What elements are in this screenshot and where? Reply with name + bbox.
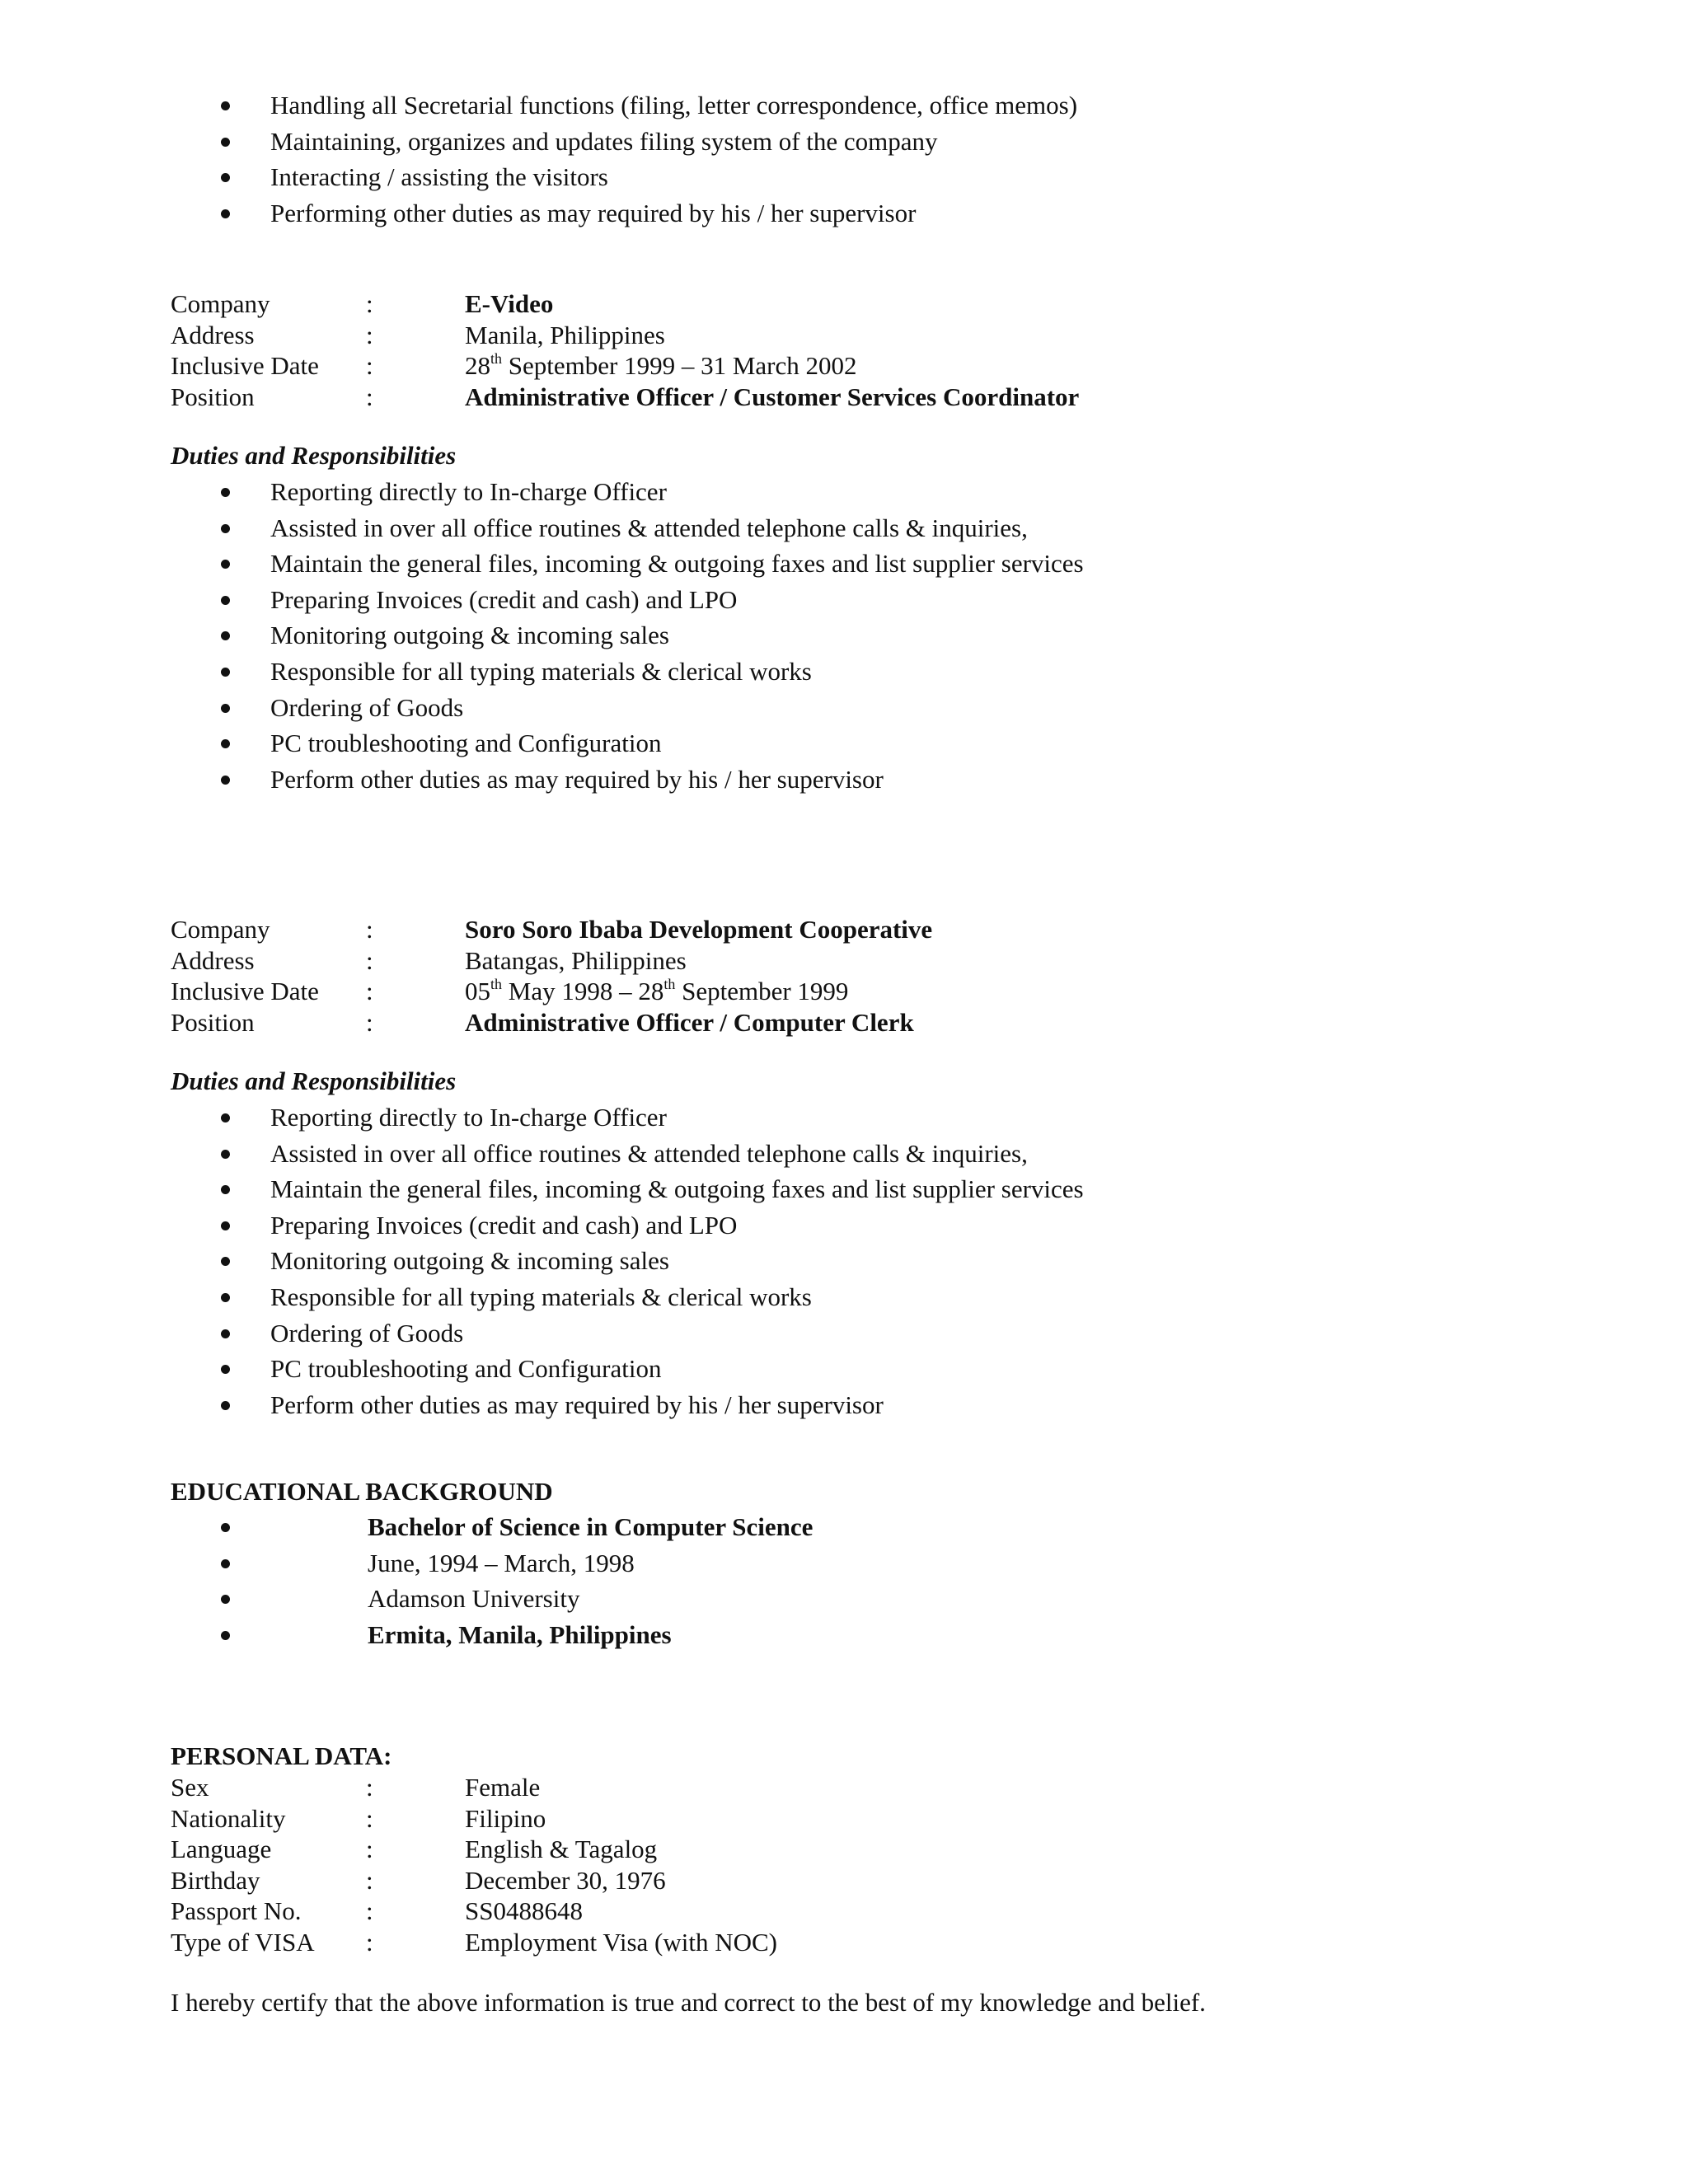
job1-position: Administrative Officer / Customer Services Coordinator <box>465 382 1080 411</box>
bullet-icon <box>221 138 230 147</box>
bullet-icon <box>221 488 230 497</box>
bullet-icon <box>221 1113 230 1122</box>
bullet-icon <box>221 1365 230 1374</box>
bullet-icon <box>221 1185 230 1194</box>
job2-address: Batangas, Philippines <box>465 945 687 975</box>
bullet-icon <box>221 560 230 569</box>
job1-date: 28th September 1999 – 31 March 2002 <box>465 349 857 380</box>
bullet-icon <box>221 1329 230 1338</box>
certification-statement: I hereby certify that the above information is true and correct to the best of my knowledge and belief. <box>171 1988 1206 2017</box>
bullet-icon <box>221 1401 230 1410</box>
bullet-icon <box>221 776 230 785</box>
resume-page: Handling all Secretarial functions (filing, letter correspondence, office memos) Maintaining, organizes and updates filing system of the company Interacting / assisting the visitors Performing other duties as may required by his / her supervisor Company : E-Video Address : Manila, Philippines Inclusive Date : 28th September 1999 – 31 March 2002 Position : Administrative Officer / Customer Services Coordinator Duties and Responsibilities Reporting directly to In-charge Officer Assisted in over all office routines & attended telephone calls & inquiries, Maintain the general files, incoming & outgoing faxes and list supplier services Preparing Invoices (credit and cash) and LPO Monitoring outgoing & incoming sales Responsible for all typing materials & clerical works Ordering of Goods PC troubleshooting and Configuration Perform other duties as may required by his / her supervisor Company : Soro Soro Ibaba Development Cooperative Address : Batangas, Philippines Inclusive Date : 05th May 1998 – 28th September 1999 Position : Administrative Officer / Computer Clerk Duties and Responsibilities Reporting directly to In-charge Officer Assisted in over all office routines & attended telephone calls & inquiries, Maintain the general files, incoming & outgoing faxes and list supplier services Preparing Invoices (credit and cash) and LPO Monitoring outgoing & incoming sales Responsible for all typing materials & clerical works Ordering of Goods PC troubleshooting and Configuration Perform other duties as may required by his / her supervisor EDUCATIONAL BACKGROUND Bachelor of Science in Computer Science June, 1994 – March, 1998 Adamson University Ermita, Manila, Philippines PERSONAL DATA: Sex : Female Nationality : Filipino Language : English & Tagalog Birthday : December 30, 1976 Passport No. : SS0488648 Type of VISA : Employment Visa (with NOC) I hereby certify that the above information is true and correct to the best of my knowledge and belief. <box>0 0 1688 2184</box>
bullet-icon <box>221 1150 230 1159</box>
education-heading: EDUCATIONAL BACKGROUND <box>171 1477 553 1506</box>
bullet-icon <box>221 1293 230 1302</box>
bullet-icon <box>221 173 230 182</box>
bullet-icon <box>221 596 230 605</box>
job2-date: 05th May 1998 – 28th September 1999 <box>465 975 849 1005</box>
bullet-icon <box>221 631 230 640</box>
job1-address: Manila, Philippines <box>465 320 665 349</box>
job2-position: Administrative Officer / Computer Clerk <box>465 1007 914 1037</box>
bullet-icon <box>221 1559 230 1568</box>
bullet-icon <box>221 524 230 533</box>
job2-company: Soro Soro Ibaba Development Cooperative <box>465 915 933 944</box>
bullet-icon <box>221 1523 230 1532</box>
bullet-icon <box>221 739 230 748</box>
job1-duties-heading: Duties and Responsibilities <box>171 441 457 470</box>
personal-data-heading: PERSONAL DATA: <box>171 1741 392 1770</box>
bullet-icon <box>221 1221 230 1230</box>
job1-company: E-Video <box>465 289 554 318</box>
job2-duties-heading: Duties and Responsibilities <box>171 1066 457 1095</box>
bullet-icon <box>221 704 230 713</box>
bullet-icon <box>221 1595 230 1604</box>
bullet-icon <box>221 1631 230 1640</box>
bullet-icon <box>221 209 230 218</box>
bullet-icon <box>221 1257 230 1266</box>
bullet-icon <box>221 101 230 110</box>
bullet-icon <box>221 668 230 677</box>
